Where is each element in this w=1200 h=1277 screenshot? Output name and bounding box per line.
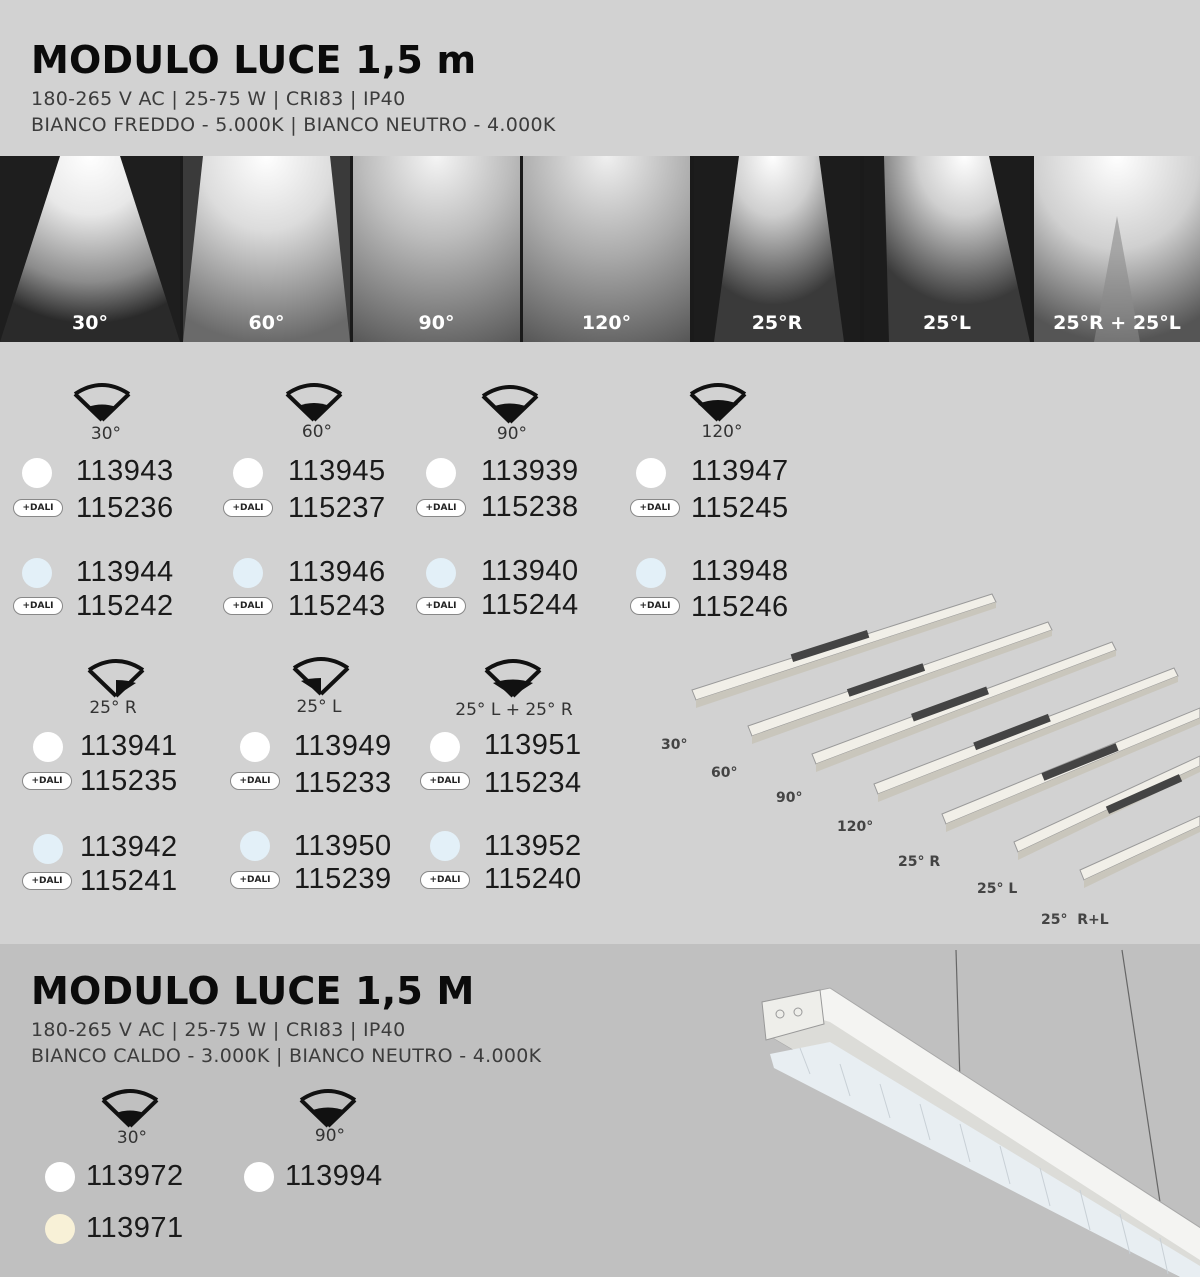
beam-angle-icon <box>86 656 146 700</box>
beam-angle-icon <box>291 654 351 698</box>
product-code-dali: 115236 <box>76 492 174 524</box>
dali-badge: +DALI <box>13 499 63 517</box>
beam-photo-90 <box>353 156 520 342</box>
beam-photo-120 <box>523 156 690 342</box>
fixture-rail-30 <box>692 594 996 708</box>
color-dot-neutral <box>33 834 63 864</box>
suspended-lamp-illustration <box>740 944 1200 1277</box>
section1-title: MODULO LUCE 1,5 m <box>31 38 477 82</box>
dali-badge: +DALI <box>630 597 680 615</box>
product-code: 113952 <box>484 830 582 862</box>
section2-spec-line2: BIANCO CALDO - 3.000K | BIANCO NEUTRO - 4.000K <box>31 1045 542 1067</box>
color-dot-neutral <box>233 558 263 588</box>
fixture-label: 25° R+L <box>1041 912 1109 928</box>
dali-badge: +DALI <box>22 872 72 890</box>
fixture-label: 90° <box>776 790 803 806</box>
fixture-rail-25r <box>942 708 1200 832</box>
product-code-dali: 115242 <box>76 590 174 622</box>
product-code: 113951 <box>484 729 582 761</box>
beam-photo-25rl <box>1034 156 1200 342</box>
angle-label-90: 90° <box>314 1126 346 1146</box>
beam-angle-icon <box>100 1086 160 1130</box>
dali-badge: +DALI <box>230 772 280 790</box>
product-code-dali: 115244 <box>481 589 579 621</box>
color-dot-white <box>426 458 456 488</box>
section2-title: MODULO LUCE 1,5 M <box>31 969 475 1013</box>
color-dot-white <box>240 732 270 762</box>
fixture-rail-25rl <box>1080 816 1200 888</box>
color-dot-white <box>244 1162 274 1192</box>
product-code-dali: 115233 <box>294 767 392 799</box>
color-dot-white <box>233 458 263 488</box>
product-code: 113945 <box>288 455 386 487</box>
dali-badge: +DALI <box>223 597 273 615</box>
beam-angle-icon <box>480 382 540 426</box>
dali-badge: +DALI <box>13 597 63 615</box>
beam-angle-icon <box>298 1086 358 1130</box>
product-code-dali: 115240 <box>484 863 582 895</box>
angle-label-25l: 25° L <box>296 697 342 717</box>
dali-badge: +DALI <box>230 871 280 889</box>
beam-label-25rl: 25°R + 25°L <box>1053 312 1181 334</box>
product-code: 113943 <box>76 455 174 487</box>
angle-label-25rl: 25° L + 25° R <box>455 700 573 720</box>
product-code: 113944 <box>76 556 174 588</box>
beam-photo-60 <box>183 156 350 342</box>
product-code: 113949 <box>294 730 392 762</box>
beam-photo-25l <box>864 156 1030 342</box>
angle-label-25r: 25° R <box>89 698 137 718</box>
product-code: 113971 <box>86 1212 184 1244</box>
dali-badge: +DALI <box>630 499 680 517</box>
dali-badge: +DALI <box>223 499 273 517</box>
product-code-dali: 115235 <box>80 765 178 797</box>
product-code: 113947 <box>691 455 789 487</box>
product-code: 113948 <box>691 555 789 587</box>
product-code-dali: 115237 <box>288 492 386 524</box>
beam-photo-25r <box>694 156 860 342</box>
product-code: 113941 <box>80 730 178 762</box>
product-code: 113972 <box>86 1160 184 1192</box>
fixture-label: 25° L <box>977 881 1018 897</box>
angle-label-30: 30° <box>116 1128 148 1148</box>
color-dot-white <box>45 1162 75 1192</box>
dali-badge: +DALI <box>416 499 466 517</box>
color-dot-neutral <box>426 558 456 588</box>
product-code-dali: 115238 <box>481 491 579 523</box>
color-dot-white <box>636 458 666 488</box>
dali-badge: +DALI <box>22 772 72 790</box>
beam-label-25l: 25°L <box>922 312 972 334</box>
color-dot-white <box>22 458 52 488</box>
beam-label-25r: 25°R <box>751 312 803 334</box>
product-code-dali: 115241 <box>80 865 178 897</box>
color-dot-neutral <box>240 831 270 861</box>
color-dot-white <box>430 732 460 762</box>
product-code: 113994 <box>285 1160 383 1192</box>
beam-angle-strip <box>0 156 1200 342</box>
product-code: 113942 <box>80 831 178 863</box>
fixture-label: 30° <box>661 737 688 753</box>
fixture-label: 25° R <box>898 854 941 870</box>
beam-label-120: 120° <box>581 312 632 334</box>
beam-label-60: 60° <box>248 312 285 334</box>
product-code: 113950 <box>294 830 392 862</box>
angle-label-30: 30° <box>90 424 122 444</box>
color-dot-neutral <box>636 558 666 588</box>
product-code-dali: 115239 <box>294 863 392 895</box>
fixture-label: 120° <box>837 819 874 835</box>
product-code: 113946 <box>288 556 386 588</box>
dali-badge: +DALI <box>420 772 470 790</box>
beam-angle-icon <box>72 380 132 424</box>
section1-spec-line2: BIANCO FREDDO - 5.000K | BIANCO NEUTRO - 4.000K <box>31 114 556 136</box>
product-code-dali: 115245 <box>691 492 789 524</box>
dali-badge: +DALI <box>420 871 470 889</box>
beam-angle-icon <box>688 380 748 424</box>
dali-badge: +DALI <box>416 597 466 615</box>
beam-angle-icon <box>483 656 543 700</box>
beam-photo-30 <box>0 156 180 342</box>
product-code-dali: 115234 <box>484 767 582 799</box>
beam-label-30: 30° <box>72 312 108 334</box>
product-code: 113940 <box>481 555 579 587</box>
angle-label-90: 90° <box>496 424 528 444</box>
color-dot-white <box>33 732 63 762</box>
section2-spec-line1: 180-265 V AC | 25-75 W | CRI83 | IP40 <box>31 1019 406 1041</box>
beam-angle-icon <box>284 380 344 424</box>
fixture-label: 60° <box>711 765 738 781</box>
product-code-dali: 115243 <box>288 590 386 622</box>
color-dot-neutral <box>22 558 52 588</box>
color-dot-warm <box>45 1214 75 1244</box>
product-code: 113939 <box>481 455 579 487</box>
color-dot-neutral <box>430 831 460 861</box>
angle-label-120: 120° <box>701 422 743 442</box>
beam-label-90: 90° <box>418 312 455 334</box>
angle-label-60: 60° <box>301 422 333 442</box>
product-code-dali: 115246 <box>691 591 789 623</box>
section1-spec-line1: 180-265 V AC | 25-75 W | CRI83 | IP40 <box>31 88 406 110</box>
